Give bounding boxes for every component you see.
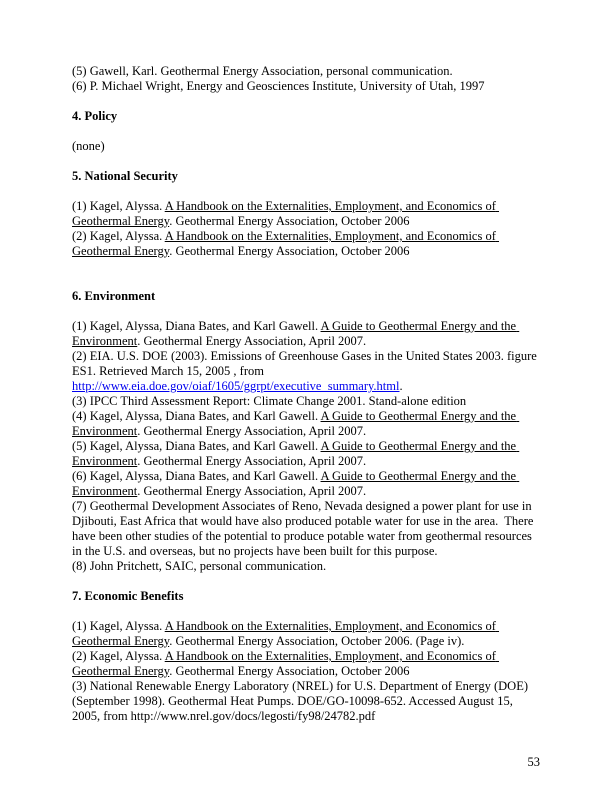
reference-item bbox=[72, 679, 540, 724]
text-run: (3) National Renewable Energy Laboratory (NREL) for U.S. Department of Energy (DOE) (September 1998). Geothermal Heat Pumps. DOE/GO-10098-652. Accessed August 15, 2005, from http://www.nrel.gov/docs/legosti/fy98/24782.pdf bbox=[72, 679, 532, 723]
reference-item bbox=[72, 439, 540, 469]
text-run: (5) Gawell, Karl. Geothermal Energy Association, personal communication. bbox=[72, 64, 453, 78]
text-run: . Geothermal Energy Association, October 2006 bbox=[169, 214, 410, 228]
underlined-title: A Handbook on the Externalities, Employment, and Economics of Geothermal Energy bbox=[72, 199, 500, 228]
text-run: . Geothermal Energy Association, April 2007. bbox=[137, 454, 367, 468]
page-number: 53 bbox=[527, 755, 540, 769]
text-run: . bbox=[399, 379, 403, 393]
text-run: (2) Kagel, Alyssa. bbox=[72, 649, 165, 663]
text-run: (3) IPCC Third Assessment Report: Climate Change 2001. Stand-alone edition bbox=[72, 394, 467, 408]
underlined-title: A Guide to Geothermal Energy and the Environment bbox=[72, 319, 520, 348]
underlined-title: A Handbook on the Externalities, Employment, and Economics of Geothermal Energy bbox=[72, 619, 500, 648]
text-run: (6) Kagel, Alyssa, Diana Bates, and Karl Gawell. bbox=[72, 469, 321, 483]
text-run: (1) Kagel, Alyssa. bbox=[72, 199, 165, 213]
text-run: (5) Kagel, Alyssa, Diana Bates, and Karl Gawell. bbox=[72, 439, 321, 453]
text-run: (7) Geothermal Development Associates of Reno, Nevada designed a power plant for use in Djibouti, East Africa that would have also produced potable water for use in the area. There have been other studies of the potential to produce potable water from geothermal resources in the U.S. and overseas, but no projects have been built for this purpose. bbox=[72, 499, 537, 558]
reference-item bbox=[72, 139, 540, 154]
reference-item bbox=[72, 394, 540, 409]
text-run: . Geothermal Energy Association, April 2007. bbox=[137, 484, 367, 498]
reference-item bbox=[72, 349, 540, 394]
section-heading-policy: 4. Policy bbox=[72, 109, 118, 123]
text-run: . Geothermal Energy Association, October 2006 bbox=[169, 664, 410, 678]
underlined-title: A Guide to Geothermal Energy and the Environment bbox=[72, 409, 520, 438]
text-run: . Geothermal Energy Association, April 2007. bbox=[137, 334, 367, 348]
underlined-title: A Handbook on the Externalities, Employment, and Economics of Geothermal Energy bbox=[72, 649, 500, 678]
text-run: (8) John Pritchett, SAIC, personal communication. bbox=[72, 559, 327, 573]
reference-item bbox=[72, 229, 540, 259]
text-run: (1) Kagel, Alyssa, Diana Bates, and Karl Gawell. bbox=[72, 319, 321, 333]
text-run: (none) bbox=[72, 139, 105, 153]
text-run: (4) Kagel, Alyssa, Diana Bates, and Karl Gawell. bbox=[72, 409, 321, 423]
text-run: (2) Kagel, Alyssa. bbox=[72, 229, 165, 243]
text-run: (6) P. Michael Wright, Energy and Geosciences Institute, University of Utah, 1997 bbox=[72, 79, 485, 93]
section-heading-economic-benefits: 7. Economic Benefits bbox=[72, 589, 184, 603]
text-run: (2) EIA. U.S. DOE (2003). Emissions of Greenhouse Gases in the United States 2003. figure ES1. Retrieved March 15, 2005 , from bbox=[72, 349, 540, 378]
reference-item bbox=[72, 649, 540, 679]
reference-item bbox=[72, 199, 540, 229]
text-run: . Geothermal Energy Association, October 2006. (Page iv). bbox=[169, 634, 465, 648]
reference-item bbox=[72, 559, 540, 574]
text-run: . Geothermal Energy Association, April 2007. bbox=[137, 424, 367, 438]
underlined-title: A Guide to Geothermal Energy and the Environment bbox=[72, 439, 520, 468]
reference-item bbox=[72, 619, 540, 649]
reference-item bbox=[72, 64, 540, 79]
reference-item bbox=[72, 499, 540, 559]
reference-item bbox=[72, 79, 540, 94]
underlined-title: A Guide to Geothermal Energy and the Environment bbox=[72, 469, 520, 498]
hyperlink[interactable]: http://www.eia.doe.gov/oiaf/1605/ggrpt/executive_summary.html bbox=[72, 379, 400, 393]
text-run: . Geothermal Energy Association, October 2006 bbox=[169, 244, 410, 258]
reference-item bbox=[72, 469, 540, 499]
reference-item bbox=[72, 409, 540, 439]
underlined-title: A Handbook on the Externalities, Employment, and Economics of Geothermal Energy bbox=[72, 229, 500, 258]
section-heading-national-security: 5. National Security bbox=[72, 169, 178, 183]
reference-item bbox=[72, 319, 540, 349]
text-run: (1) Kagel, Alyssa. bbox=[72, 619, 165, 633]
page-body-text bbox=[72, 64, 540, 724]
section-heading-environment: 6. Environment bbox=[72, 289, 156, 303]
